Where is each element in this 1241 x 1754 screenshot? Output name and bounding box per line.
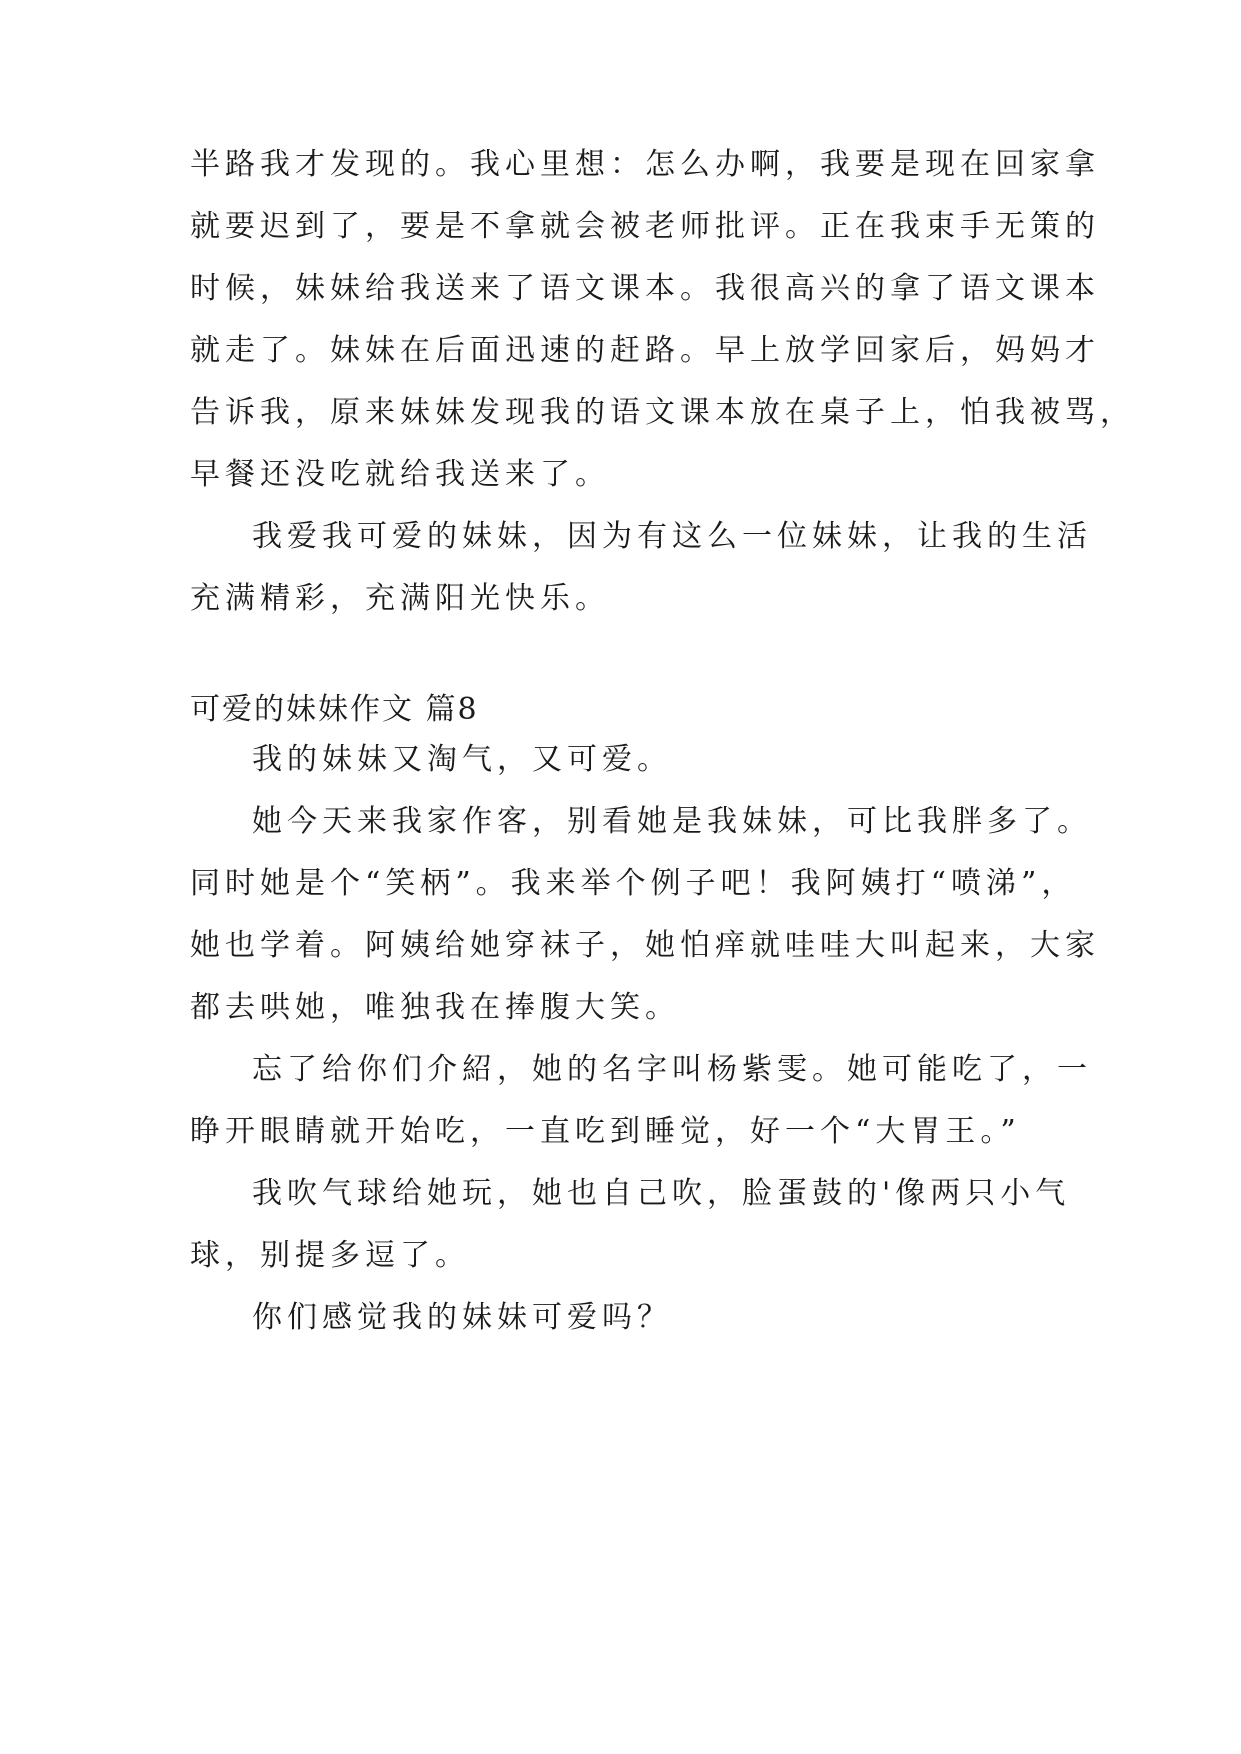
essay-heading: 可爱的妹妹作文 篇8 — [190, 692, 479, 727]
paragraph-line: 我的妹妹又淘气，又可爱。 — [252, 742, 672, 777]
paragraph-line: 同时她是个“笑柄”。我来举个例子吧！我阿姨打“喷涕”， — [190, 866, 1077, 901]
paragraph-line: 球，别提多逗了。 — [190, 1238, 470, 1273]
essay-section-8 — [190, 729, 1100, 1349]
paragraph-line: 半路我才发现的。我心里想：怎么办啊，我要是现在回家拿 — [190, 147, 1100, 182]
paragraph-line: 她今天来我家作客，别看她是我妹妹，可比我胖多了。 — [252, 804, 1092, 839]
paragraph-line: 睁开眼睛就开始吃，一直吃到睡觉，好一个“大胃王。” — [190, 1114, 1021, 1149]
paragraph-line: 你们感觉我的妹妹可爱吗？ — [252, 1300, 672, 1335]
paragraph-line: 告诉我，原来妹妹发现我的语文课本放在桌子上，怕我被骂， — [190, 395, 1135, 430]
paragraph-line: 我吹气球给她玩，她也自己吹，脸蛋鼓的'像两只小气 — [252, 1176, 1071, 1211]
paragraph-line: 时候，妹妹给我送来了语文课本。我很高兴的拿了语文课本 — [190, 271, 1100, 306]
paragraph-line: 充满精彩，充满阳光快乐。 — [190, 581, 610, 616]
paragraph-line: 就要迟到了，要是不拿就会被老师批评。正在我束手无策的 — [190, 209, 1100, 244]
paragraph-line: 就走了。妹妹在后面迅速的赶路。早上放学回家后，妈妈才 — [190, 333, 1100, 368]
essay-section-7-continuation — [190, 134, 1135, 630]
paragraph-line: 忘了给你们介紹，她的名字叫杨紫雯。她可能吃了，一 — [252, 1052, 1092, 1087]
paragraph-line: 她也学着。阿姨给她穿袜子，她怕痒就哇哇大叫起来，大家 — [190, 928, 1100, 963]
paragraph-line: 我爱我可爱的妹妹，因为有这么一位妹妹，让我的生活 — [252, 519, 1092, 554]
paragraph-line: 都去哄她，唯独我在捧腹大笑。 — [190, 990, 680, 1025]
paragraph-line: 早餐还没吃就给我送来了。 — [190, 457, 610, 492]
